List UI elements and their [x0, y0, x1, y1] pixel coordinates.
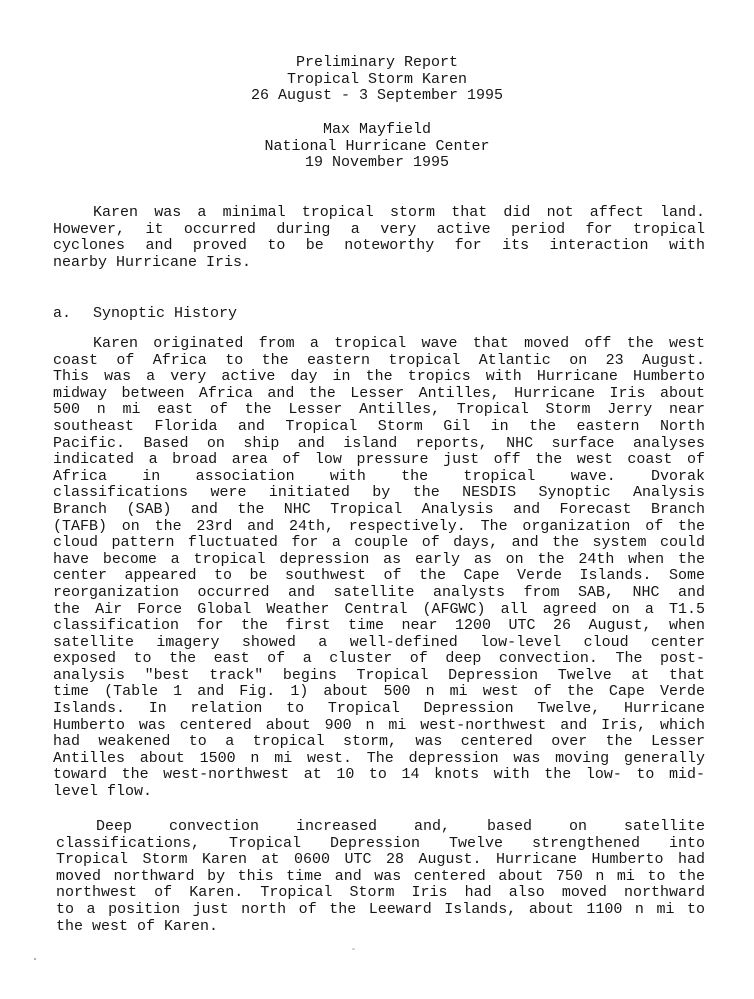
paragraph-line: northwest of Karen. Tropical Storm Iris had also moved northward [56, 884, 705, 902]
paragraph-line: analysis "best track" begins Tropical Depression Twelve at that [53, 666, 705, 684]
paragraph-line: have become a tropical depression as early as on the 24th when the [53, 550, 705, 568]
paragraph-line: Karen originated from a tropical wave that moved off the west [93, 335, 705, 352]
paragraph-line: had weakened to a tropical storm, was centered over the Lesser [53, 733, 705, 751]
paragraph-line: to a position just north of the Leeward Islands, about 1100 n mi to [56, 900, 705, 918]
section-title: Synoptic History [93, 305, 238, 322]
paragraph-line: cloud pattern fluctuated for a couple of days, and the system could [53, 534, 705, 552]
paragraph-line: Islands. In relation to Tropical Depression Twelve, Hurricane [53, 700, 705, 718]
section-letter: a. [53, 305, 72, 322]
paragraph-line: southeast Florida and Tropical Storm Gil in the eastern North [53, 417, 705, 435]
paragraph-line: cyclones and proved to be noteworthy for its interaction with [53, 237, 705, 255]
paragraph-line: classifications, Tropical Depression Twelve strengthened into [56, 834, 705, 852]
paragraph-line: classifications were initiated by the NESDIS Synoptic Analysis [53, 484, 705, 502]
paragraph-line: Tropical Storm Karen at 0600 UTC 28 August. Hurricane Humberto had [56, 851, 705, 869]
paragraph-line: nearby Hurricane Iris. [53, 253, 252, 271]
paragraph-line: Antilles about 1500 n mi west. The depression was moving generally [53, 749, 705, 767]
paragraph-line: (TAFB) on the 23rd and 24th, respectively. The organization of the [53, 517, 705, 535]
intro-paragraph [53, 205, 705, 271]
paragraph-line: midway between Africa and the Lesser Antilles, Hurricane Iris about [53, 384, 705, 402]
paragraph-line: Branch (SAB) and the NHC Tropical Analysis and Forecast Branch [53, 500, 705, 518]
storm-date-range: 26 August - 3 September 1995 [250, 87, 504, 104]
paragraph-line: the Air Force Global Weather Central (AFGWC) all agreed on a T1.5 [53, 600, 705, 618]
synoptic-paragraph-2 [56, 819, 705, 935]
paragraph-line: Karen was a minimal tropical storm that did not affect land. [93, 204, 705, 221]
paragraph-line: This was a very active day in the tropics with Hurricane Humberto [53, 368, 705, 386]
paragraph-line: However, it occurred during a very active period for tropical [53, 220, 705, 238]
paragraph-line: the west of Karen. [56, 917, 219, 935]
paragraph-line: time (Table 1 and Fig. 1) about 500 n mi west of the Cape Verde [53, 683, 705, 701]
storm-name: Tropical Storm Karen [286, 70, 468, 88]
paragraph-line: Deep convection increased and, based on satellite [96, 818, 705, 835]
paragraph-line: 500 n mi east of the Lesser Antilles, Tropical Storm Jerry near [53, 401, 705, 419]
report-title-block [0, 55, 754, 105]
author-name: Max Mayfield [322, 121, 432, 138]
paragraph-line: coast of Africa to the eastern tropical Atlantic on 23 August. [53, 351, 705, 369]
author-organization: National Hurricane Center [264, 137, 490, 155]
paragraph-line: center appeared to be southwest of the Cape Verde Islands. Some [53, 567, 705, 585]
paragraph-line: toward the west-northwest at 10 to 14 knots with the low- to mid- [53, 766, 705, 784]
author-block [0, 122, 754, 172]
section-heading [53, 306, 237, 323]
paragraph-line: reorganization occurred and satellite analysts from SAB, NHC and [53, 583, 705, 601]
report-date: 19 November 1995 [304, 154, 450, 171]
paragraph-line: exposed to the east of a cluster of deep convection. The post- [53, 650, 705, 668]
scan-speck [34, 958, 36, 960]
paragraph-line: indicated a broad area of low pressure just off the west coast of [53, 451, 705, 469]
paragraph-line: satellite imagery showed a well-defined low-level cloud center [53, 633, 705, 651]
paragraph-line: classification for the first time near 1200 UTC 26 August, when [53, 617, 705, 635]
scan-speck [352, 948, 355, 950]
paragraph-line: moved northward by this time and was centered about 750 n mi to the [56, 867, 705, 885]
paragraph-line: level flow. [53, 783, 153, 801]
paragraph-line: Humberto was centered about 900 n mi west-northwest and Iris, which [53, 716, 705, 734]
report-title: Preliminary Report [295, 54, 459, 71]
synoptic-paragraph-1 [53, 336, 705, 801]
paragraph-line: Africa in association with the tropical wave. Dvorak [53, 467, 705, 485]
paragraph-line: Pacific. Based on ship and island reports, NHC surface analyses [53, 434, 705, 452]
